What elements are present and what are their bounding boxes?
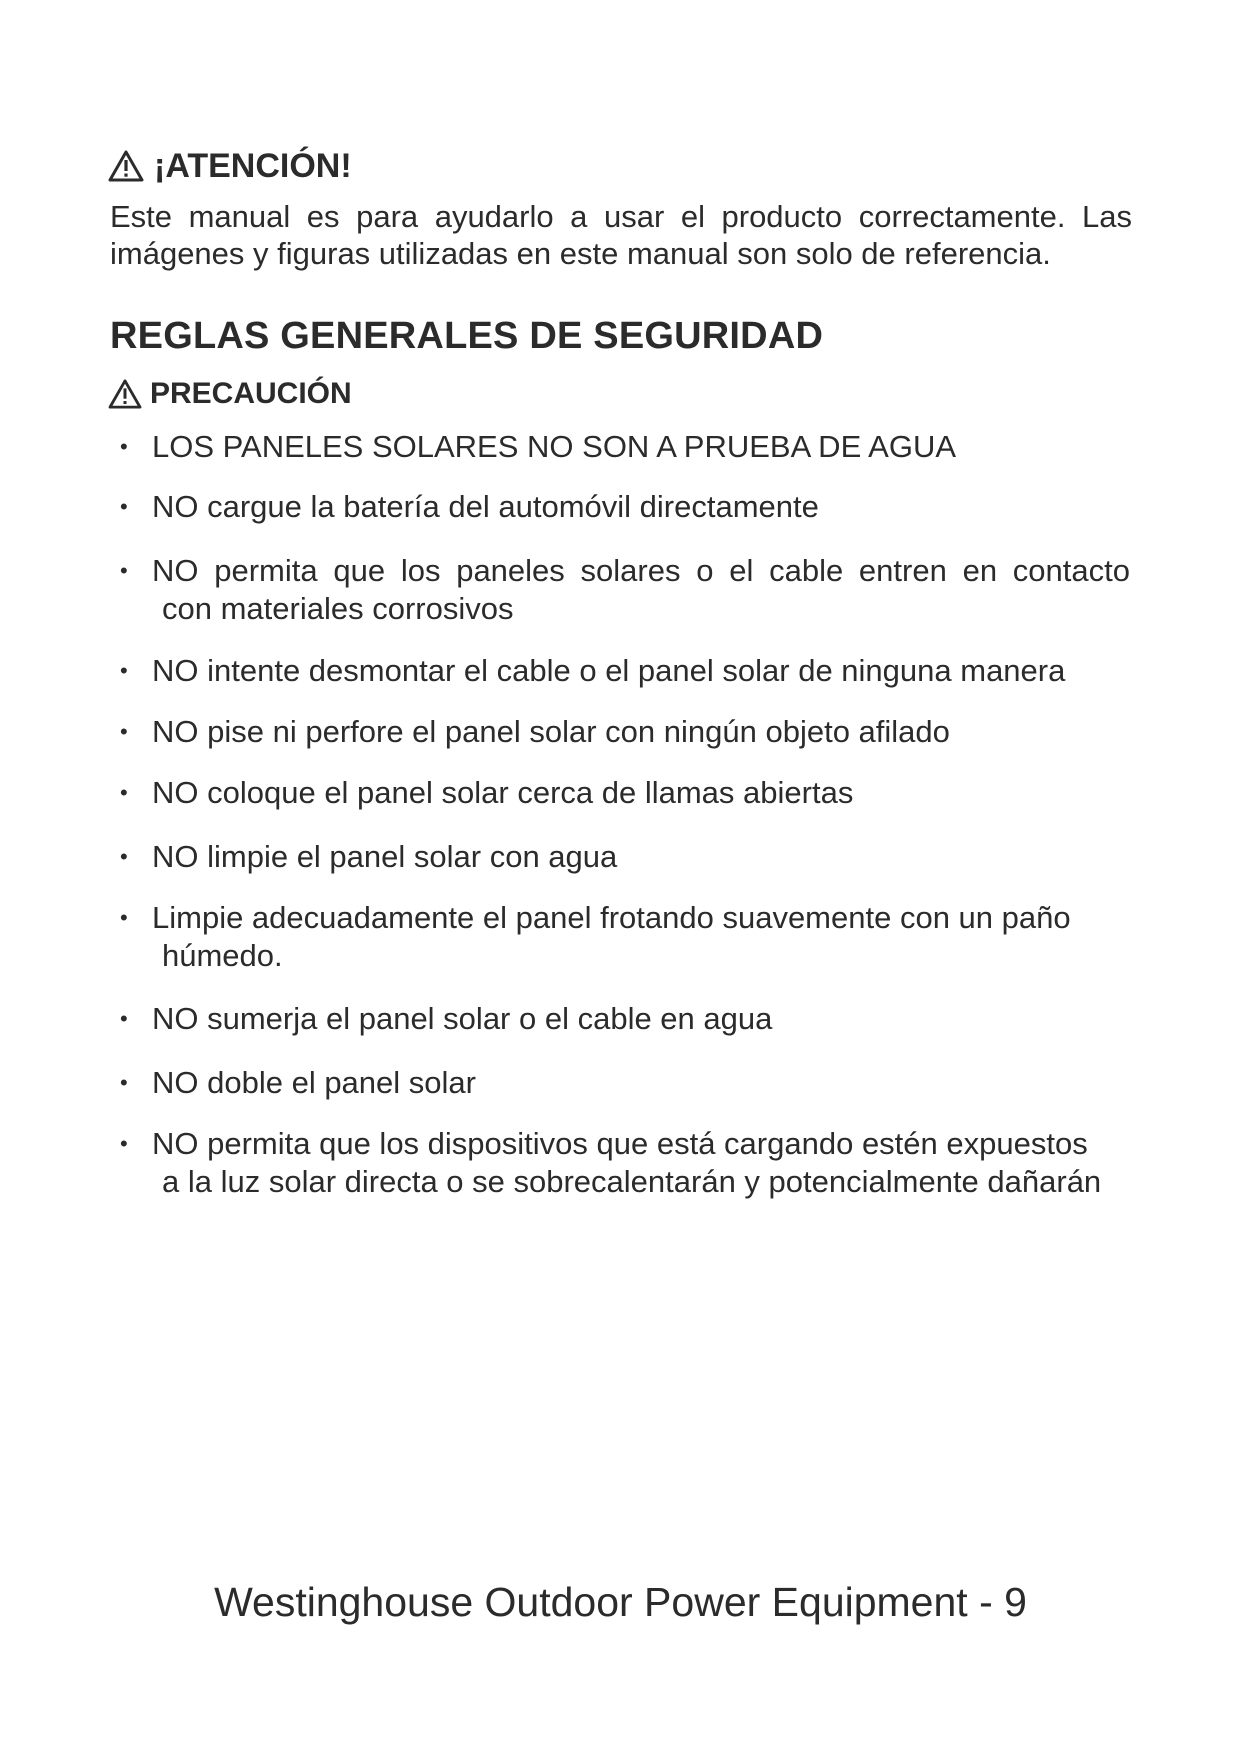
bullet: • [120, 658, 128, 683]
caution-heading [108, 376, 352, 412]
list-item: • Limpie adecuadamente el panel frotando suavemente con un paño húmedo. [120, 900, 1071, 973]
list-item: • NO sumerja el panel solar o el cable en agua [120, 1001, 773, 1036]
list-item: • NO cargue la batería del automóvil directamente [120, 489, 819, 524]
bullet: • [120, 905, 128, 930]
bullet: • [120, 719, 128, 744]
bullet: • [120, 1070, 128, 1095]
bullet: • [120, 494, 128, 519]
warning-triangle-icon [108, 150, 144, 182]
bullet: • [120, 434, 128, 459]
bullet: • [120, 844, 128, 869]
bullet: • [120, 1006, 128, 1031]
list-item: • NO doble el panel solar [120, 1065, 476, 1100]
list-item: • NO permita que los paneles solares o el cable entren en contacto con materiales corrosivos [120, 553, 1130, 626]
list-item: • NO pise ni perfore el panel solar con ningún objeto afilado [120, 714, 950, 749]
attention-heading [108, 146, 352, 186]
page-footer: Westinghouse Outdoor Power Equipment - 9 [214, 1579, 1027, 1625]
warning-triangle-icon [108, 379, 142, 409]
attention-body: Este manual es para ayudarlo a usar el producto correctamente. Las imágenes y figuras utilizadas en este manual son solo de referencia. [110, 199, 1132, 271]
bullet: • [120, 1131, 128, 1156]
list-item: • NO limpie el panel solar con agua [120, 839, 618, 874]
attention-title: ¡ATENCIÓN! [154, 147, 352, 185]
bullet: • [120, 780, 128, 805]
list-item: • NO intente desmontar el cable o el panel solar de ninguna manera [120, 653, 1066, 688]
caution-title: PRECAUCIÓN [150, 377, 352, 410]
list-item: • LOS PANELES SOLARES NO SON A PRUEBA DE AGUA [120, 429, 957, 464]
list-item: • NO coloque el panel solar cerca de llamas abiertas [120, 775, 854, 810]
section-title: REGLAS GENERALES DE SEGURIDAD [110, 315, 824, 357]
bullet: • [120, 558, 128, 583]
list-item: • NO permita que los dispositivos que está cargando estén expuestos a la luz solar directa o se sobrecalentarán y potencialmente dañarán [120, 1126, 1102, 1199]
